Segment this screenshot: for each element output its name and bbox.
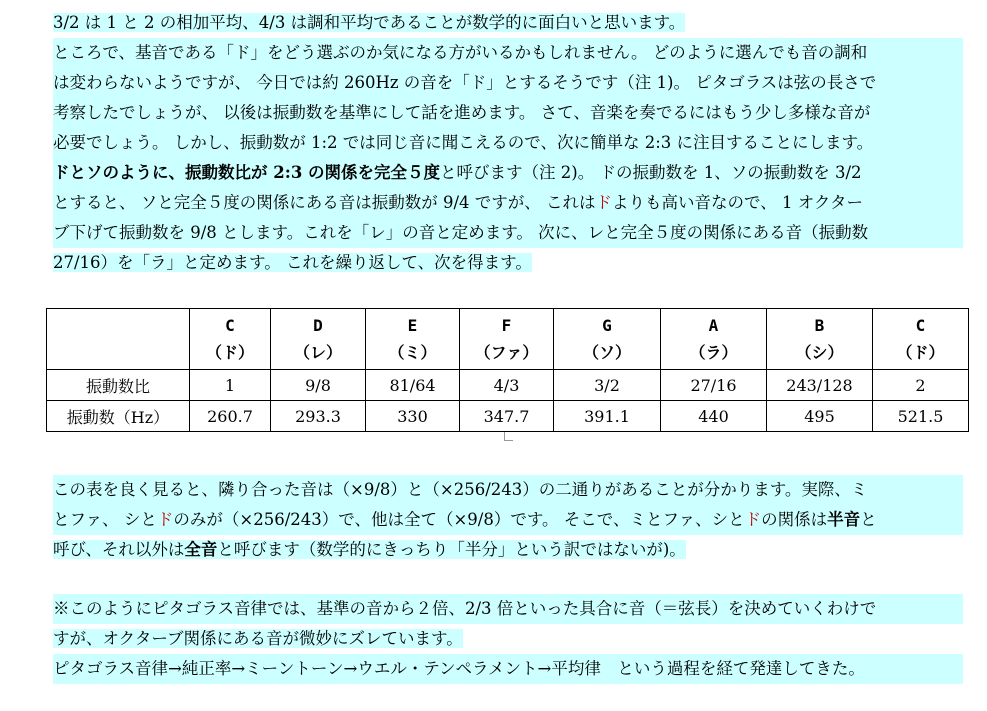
ratio-cell: 81/64 [366, 370, 460, 401]
bold-term: 全音 [184, 540, 218, 559]
ratio-cell: 9/8 [271, 370, 366, 401]
note-header-cell [271, 309, 366, 370]
text-line: 考察したでしょうが、 以後は振動数を基準にして話を進めます。 さて、音楽を奏でるにはもう少し多様な音が [53, 98, 963, 128]
note-kana: （レ） [293, 343, 342, 362]
ratio-cell: 27/16 [661, 370, 767, 401]
text-line: すが、オクターブ関係にある音が微妙にズレています。 [53, 629, 463, 648]
row-label: 振動数（Hz） [47, 401, 190, 432]
note-letter: F [501, 316, 512, 335]
ratio-cell: 4/3 [460, 370, 554, 401]
text-span: とすると、 ソと完全５度の関係にある音は振動数が 9/4 ですが、 これは [53, 193, 596, 212]
note-header-cell [366, 309, 460, 370]
red-term: ド [744, 510, 762, 529]
ratio-cell: 1 [190, 370, 271, 401]
text-line: 必要でしょう。 しかし、振動数が 1:2 では同じ音に聞こえるので、次に簡単な 2:3 に注目することにします。 [53, 128, 963, 158]
note-kana: （ラ） [689, 343, 738, 362]
hz-cell: 330 [366, 401, 460, 432]
ratio-cell: 2 [873, 370, 969, 401]
ratio-cell: 3/2 [554, 370, 661, 401]
hz-cell: 347.7 [460, 401, 554, 432]
note-letter: C [915, 316, 926, 335]
red-term: ド [595, 193, 613, 212]
note-letter: D [313, 316, 323, 335]
paragraph-note [53, 594, 963, 684]
hz-cell: 440 [661, 401, 767, 432]
text-line: ところで、基音である「ド」をどう選ぶのか気になる方がいるかもしれません。 どのように選んでも音の調和 [53, 38, 963, 68]
note-letter: C [225, 316, 235, 335]
hz-cell: 260.7 [190, 401, 271, 432]
row-label: 振動数比 [47, 370, 190, 401]
text-span: と呼びます（数学的にきっちり「半分」という訳ではないが)。 [217, 540, 686, 559]
bold-term: ドとソのように、振動数比が 2:3 の関係を完全５度 [53, 163, 441, 182]
note-letter: G [602, 316, 612, 335]
text-line [53, 158, 963, 188]
paragraph-semitone [53, 475, 963, 565]
text-span: と呼びます（注 2)。 ドの振動数を 1、ソの振動数を 3/2 [440, 163, 862, 182]
hz-cell: 521.5 [873, 401, 969, 432]
table-row-hz [47, 401, 969, 432]
text-line: この表を良く見ると、隣り合った音は（×9/8）と（×256/243）の二通りがあることが分かります。実際、ミ [53, 475, 963, 505]
paragraph-intro [53, 8, 963, 278]
note-letter: E [407, 316, 418, 335]
text-line: 3/2 は 1 と 2 の相加平均、4/3 は調和平均であることが数学的に面白いと思います。 [53, 13, 686, 32]
text-line: ブ下げて振動数を 9/8 とします。これを「レ」の音と定めます。 次に、レと完全５度の関係にある音（振動数 [53, 218, 963, 248]
note-header-cell [661, 309, 767, 370]
note-letter: B [814, 316, 825, 335]
hz-cell: 495 [767, 401, 873, 432]
red-term: ド [156, 510, 174, 529]
note-header-cell [554, 309, 661, 370]
paragraph-mark-icon [504, 432, 513, 441]
table-header-row [47, 309, 969, 370]
note-header-cell [767, 309, 873, 370]
text-line: 27/16）を「ラ」と定めます。 これを繰り返して、次を得ます。 [53, 253, 532, 272]
note-kana: （ファ） [474, 343, 539, 362]
note-header-cell [460, 309, 554, 370]
note-header-cell [190, 309, 271, 370]
text-line [53, 188, 963, 218]
text-span: 呼び、それ以外は [53, 540, 185, 559]
note-letter: A [708, 316, 719, 335]
text-span: のみが（×256/243）で、他は全て（×9/8）です。 そこで、ミとファ、シと [173, 510, 745, 529]
hz-cell: 391.1 [554, 401, 661, 432]
table-row-ratio [47, 370, 969, 401]
text-line [53, 540, 686, 559]
note-header-cell [873, 309, 969, 370]
note-kana: （シ） [795, 343, 844, 362]
text-span: とファ、 シと [53, 510, 157, 529]
note-kana: （ミ） [388, 343, 437, 362]
frequency-table [46, 308, 969, 432]
note-kana: （ソ） [582, 343, 631, 362]
text-span: よりも高い音なので、 1 オクター [612, 193, 864, 212]
text-line [53, 505, 963, 535]
note-kana: （ド） [896, 343, 945, 362]
hz-cell: 293.3 [271, 401, 366, 432]
note-kana: （ド） [205, 343, 254, 362]
text-line: ※このようにピタゴラス音律では、基準の音から２倍、2/3 倍といった具合に音（＝弦長）を決めていくわけで [53, 594, 963, 624]
text-line: ピタゴラス音律→純正率→ミーントーン→ウエル・テンペラメント→平均律 という過程を経て発達してきた。 [53, 654, 963, 684]
text-span: の関係は [761, 510, 828, 529]
table-corner-cell [47, 309, 190, 370]
ratio-cell: 243/128 [767, 370, 873, 401]
text-span: と [860, 510, 877, 529]
text-line: は変わらないようですが、 今日では約 260Hz の音を「ド」とするそうです（注 1)。 ピタゴラスは弦の長さで [53, 68, 963, 98]
bold-term: 半音 [827, 510, 861, 529]
